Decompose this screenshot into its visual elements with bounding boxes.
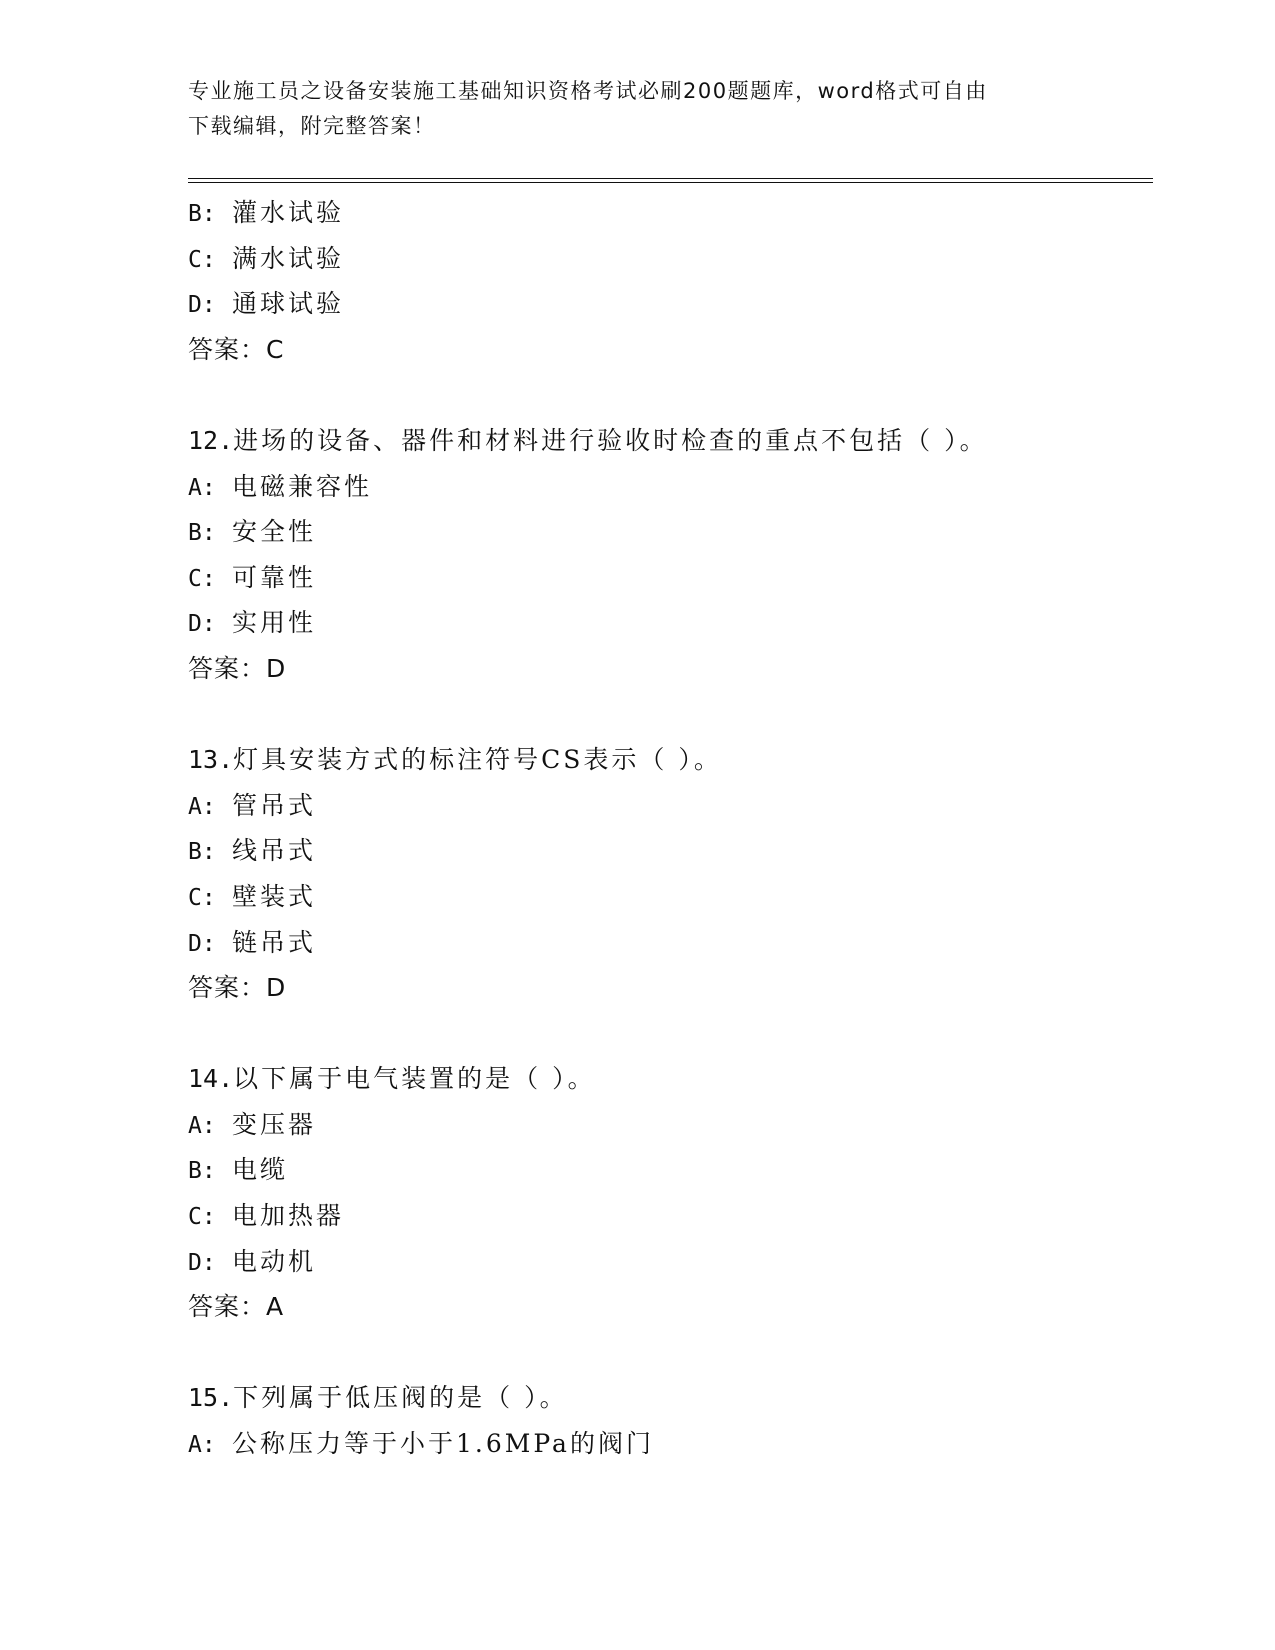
document-header bbox=[188, 74, 1068, 144]
option-text: 灌水试验 bbox=[232, 198, 345, 227]
option-row bbox=[188, 190, 1148, 236]
option-letter: D: bbox=[188, 611, 216, 638]
option-letter: C: bbox=[188, 565, 216, 592]
spacer bbox=[188, 372, 1148, 418]
question-text: 以下属于电气装置的是（ ）。 bbox=[233, 1064, 596, 1094]
option-text: 管吊式 bbox=[232, 790, 317, 820]
answer-line: 答案：A bbox=[188, 1292, 285, 1322]
header-line-1: 专业施工员之设备安装施工基础知识资格考试必刷200题题库，word格式可自由 bbox=[188, 79, 988, 103]
option-row bbox=[188, 1193, 1148, 1239]
option-row bbox=[188, 464, 1148, 510]
option-text: 电磁兼容性 bbox=[232, 471, 373, 501]
option-row bbox=[188, 281, 1148, 327]
question-list bbox=[188, 190, 1148, 1467]
answer-line: 答案：C bbox=[188, 334, 285, 364]
option-row bbox=[188, 555, 1148, 601]
answer-line: 答案：D bbox=[188, 653, 287, 683]
option-letter: B: bbox=[188, 1158, 216, 1185]
spacer bbox=[188, 1011, 1148, 1057]
header-divider-bottom bbox=[188, 182, 1153, 183]
option-row bbox=[188, 509, 1148, 555]
option-letter: B: bbox=[188, 839, 216, 866]
option-row bbox=[188, 1239, 1148, 1285]
option-row bbox=[188, 1147, 1148, 1193]
question-text: 下列属于低压阀的是（ ）。 bbox=[233, 1383, 568, 1413]
option-row bbox=[188, 1102, 1148, 1148]
question-text: 灯具安装方式的标注符号CS表示（ ）。 bbox=[233, 745, 722, 775]
option-letter: C: bbox=[188, 246, 216, 273]
option-letter: C: bbox=[188, 884, 216, 911]
option-text: 满水试验 bbox=[232, 243, 345, 273]
option-text: 公称压力等于小于1.6MPa的阀门 bbox=[232, 1429, 654, 1459]
option-letter: D: bbox=[188, 930, 216, 957]
option-letter: B: bbox=[188, 520, 216, 547]
option-letter: A: bbox=[188, 1112, 216, 1139]
option-text: 安全性 bbox=[232, 517, 317, 547]
question-stem bbox=[188, 1056, 1148, 1102]
option-row bbox=[188, 828, 1148, 874]
header-divider-top bbox=[188, 178, 1153, 179]
option-letter: D: bbox=[188, 1249, 216, 1276]
option-row bbox=[188, 874, 1148, 920]
spacer bbox=[188, 1330, 1148, 1376]
option-text: 通球试验 bbox=[232, 289, 345, 319]
option-row bbox=[188, 783, 1148, 829]
option-text: 线吊式 bbox=[232, 836, 317, 866]
option-letter: D: bbox=[188, 292, 216, 319]
option-letter: A: bbox=[188, 1432, 216, 1459]
question-number: 12. bbox=[188, 425, 234, 455]
option-letter: C: bbox=[188, 1204, 216, 1231]
option-letter: B: bbox=[188, 201, 216, 227]
spacer bbox=[188, 692, 1148, 738]
answer-line: 答案：D bbox=[188, 973, 287, 1003]
option-text: 壁装式 bbox=[232, 881, 317, 911]
header-line-2: 下载编辑，附完整答案！ bbox=[188, 114, 436, 138]
option-row bbox=[188, 236, 1148, 282]
option-row bbox=[188, 920, 1148, 966]
question-number: 14. bbox=[188, 1064, 234, 1094]
option-text: 链吊式 bbox=[232, 927, 317, 957]
option-letter: A: bbox=[188, 793, 216, 820]
question-stem bbox=[188, 737, 1148, 783]
option-text: 电加热器 bbox=[232, 1201, 345, 1231]
option-text: 变压器 bbox=[232, 1109, 317, 1139]
option-row bbox=[188, 1421, 1148, 1467]
question-number: 15. bbox=[188, 1383, 234, 1413]
option-text: 实用性 bbox=[232, 608, 317, 638]
option-text: 电动机 bbox=[232, 1246, 317, 1276]
option-text: 可靠性 bbox=[232, 562, 317, 592]
question-number: 13. bbox=[188, 745, 234, 775]
option-text: 电缆 bbox=[232, 1155, 289, 1185]
question-text: 进场的设备、器件和材料进行验收时检查的重点不包括（ ）。 bbox=[233, 425, 988, 455]
option-letter: A: bbox=[188, 474, 216, 501]
question-stem bbox=[188, 418, 1148, 464]
option-row bbox=[188, 600, 1148, 646]
question-stem bbox=[188, 1375, 1148, 1421]
